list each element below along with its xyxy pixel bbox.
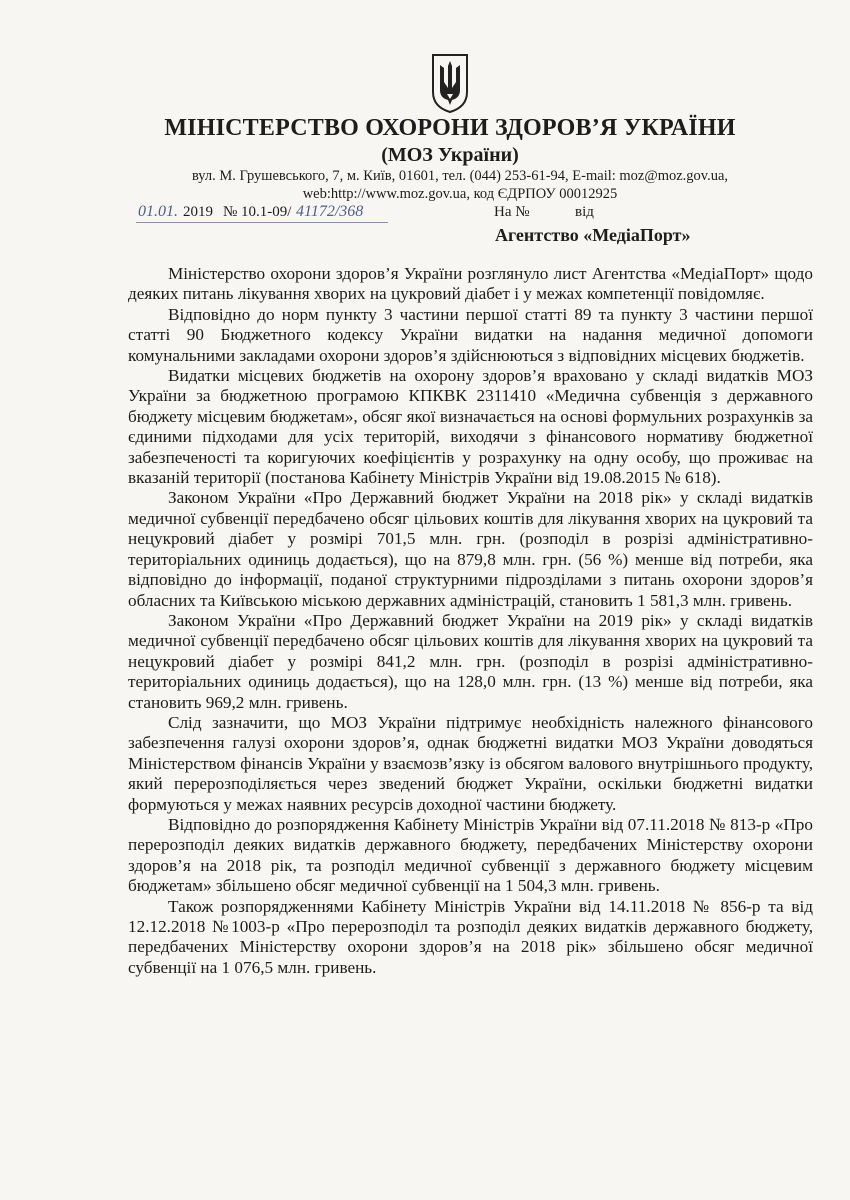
letter-body: [128, 264, 813, 978]
paragraph: Відповідно до розпорядження Кабінету Міністрів України від 07.11.2018 № 813-р «Про перерозподіл деяких видатків державного бюджету, передбачених Міністерству охорони здоров’я на 2018 рік, та розподіл медичної субвенції з державного бюджету місцевим бюджетам» збільшено обсяг медичної субвенції на 1 504,3 млн. гривень.: [128, 814, 813, 896]
paragraph: Міністерство охорони здоров’я України розглянуло лист Агентства «МедіаПорт» щодо деяких питань лікування хворих на цукровий діабет і у межах компетенції повідомляє.: [128, 264, 813, 304]
recipient: Агентство «МедіаПорт»: [495, 225, 691, 245]
paragraph: Відповідно до норм пункту 3 частини першої статті 89 та пункту 3 частини першої статті 90 Бюджетного кодексу України видатки на надання медичної допомоги комунальними закладами охорони здоров’я здійснюються з відповідних місцевих бюджетів.: [128, 304, 813, 365]
address-line-1: вул. М. Грушевського, 7, м. Київ, 01601, тел. (044) 253-61-94, E-mail: moz@moz.gov.ua,: [191, 168, 729, 184]
reply-to-date-label: від: [575, 204, 594, 220]
paragraph: Видатки місцевих бюджетів на охорону здоров’я враховано у складі видатків МОЗ України за бюджетною програмою КПКВК 2311410 «Медична субвенція з державного бюджету місцевим бюджетам», обсяг якої визначається на основі формульних розрахунків за єдиними підходами для усіх територій, виходячи з фінансового нормативу бюджетної забезпеченості та коригуючих коефіцієнтів у розрахунку на одну особу, що проживає на вказаній території (постанова Кабінету Міністрів України від 19.08.2015 № 618).: [128, 366, 813, 488]
coat-of-arms-icon: [430, 52, 470, 114]
ministry-abbreviation: (МОЗ України): [381, 144, 519, 166]
paragraph: Законом України «Про Державний бюджет України на 2019 рік» у складі видатків медичної субвенції передбачено обсяг цільових коштів для лікування хворих на цукровий та нецукровий діабет у розмірі 841,2 млн. грн. (розподіл в розрізі адміністративно-територіальних одиниць додається), що на 128,0 млн. грн. (13 %) менше від потреби, яка становить 969,2 млн. гривень.: [128, 610, 813, 712]
handwritten-date: 01.01.: [138, 203, 178, 220]
reference-underline: [136, 222, 388, 223]
paragraph: Також розпорядженнями Кабінету Міністрів України від 14.11.2018 № 856-р та від 12.12.2018 №1003-р «Про перерозподіл та розподіл деяких видатків державного бюджету, передбачених Міністерству охорони здоров’я на 2018 рік» збільшено обсяг медичної субвенції на 1 076,5 млн. гривень.: [128, 896, 813, 977]
reply-to-number-label: На №: [494, 204, 530, 220]
reference-line: [0, 203, 850, 225]
paragraph: Слід зазначити, що МОЗ України підтримує необхідність належного фінансового забезпечення галузі охорони здоров’я, однак бюджетні видатки МОЗ України доводяться Міністерством фінансів України у взаємозв’язку із обсягом валового внутрішнього продукту, який перерозподіляється через зведений бюджет України, оскільки бюджетні видатки формуються у межах наявних ресурсів доходної частини бюджету.: [128, 712, 813, 814]
handwritten-number: 41172/368: [296, 203, 364, 220]
paragraph: Законом України «Про Державний бюджет України на 2018 рік» у складі видатків медичної субвенції передбачено обсяг цільових коштів для лікування хворих на цукровий та нецукровий діабет у розмірі 701,5 млн. грн. (розподіл в розрізі адміністративно-територіальних одиниць додається), що на 879,8 млн. грн. (56 %) менше від потреби, яка відповідно до інформації, поданої структурними підрозділами з питань охорони здоров’я обласних та Київською міською державних адміністрацій, становить 1 581,3 млн. гривень.: [128, 488, 813, 610]
address-line-2: web:http://www.moz.gov.ua, код ЄДРПОУ 00012925: [302, 186, 618, 202]
ministry-address: [190, 167, 730, 203]
reference-number: № 10.1-09/: [223, 204, 292, 220]
reference-year: 2019: [183, 204, 213, 220]
ministry-title: МІНІСТЕРСТВО ОХОРОНИ ЗДОРОВ’Я УКРАЇНИ: [164, 115, 736, 141]
